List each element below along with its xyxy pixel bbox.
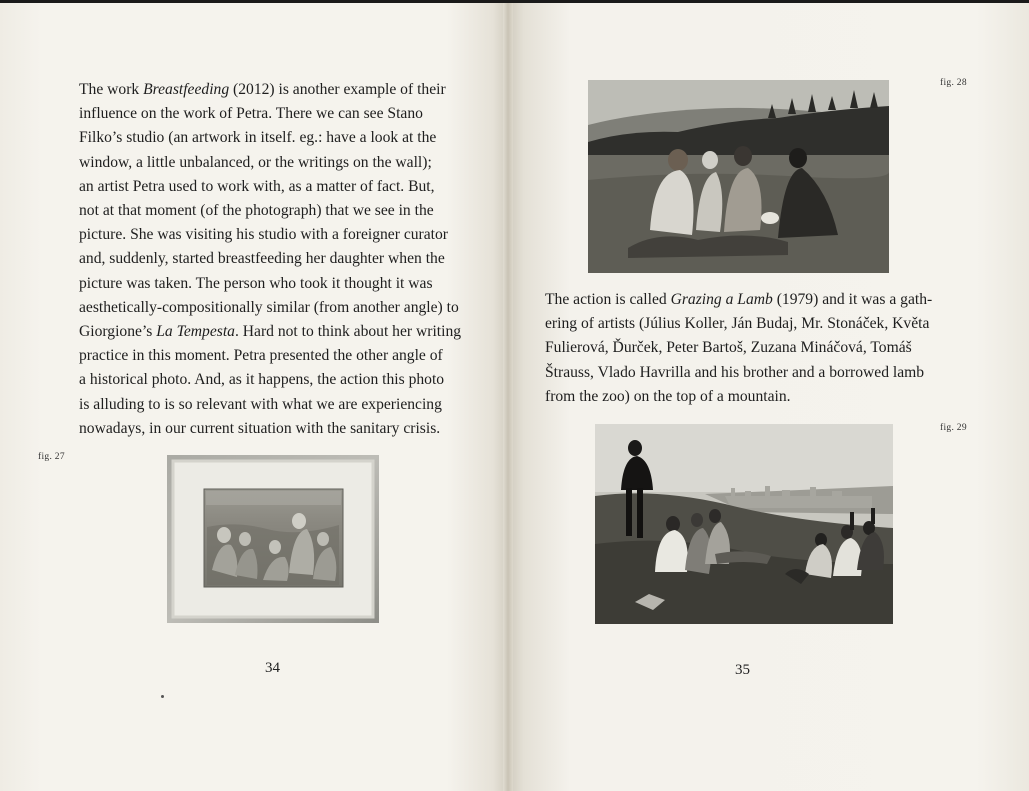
figure-29-photo-people-on-slope bbox=[595, 424, 893, 624]
right-page bbox=[508, 3, 1029, 791]
text-line bbox=[545, 385, 943, 409]
text-run: Filko’s studio (an artwork in itself. eg.: have a look at the bbox=[79, 129, 437, 147]
text-run: . Hard not to think about her writing bbox=[234, 323, 462, 341]
text-line bbox=[545, 336, 943, 360]
text-line bbox=[79, 78, 471, 102]
text-line bbox=[79, 199, 471, 223]
text-line bbox=[79, 126, 471, 150]
text-line bbox=[79, 102, 471, 126]
text-run: ering of artists (Július Koller, Ján Budaj, Mr. Stonáček, Květa bbox=[545, 315, 930, 333]
text-run: picture. She was visiting his studio with a foreigner curator bbox=[79, 226, 448, 244]
text-line bbox=[545, 288, 943, 312]
text-run: and, suddenly, started breastfeeding her daughter when the bbox=[79, 250, 445, 268]
text-line bbox=[79, 247, 471, 271]
text-line bbox=[79, 175, 471, 199]
text-run: nowadays, in our current situation with the sanitary crisis. bbox=[79, 419, 441, 437]
text-run: influence on the work of Petra. There we can see Stano bbox=[79, 105, 423, 123]
italic-title: Grazing a Lamb bbox=[670, 291, 773, 308]
text-run: practice in this moment. Petra presented the other angle of bbox=[79, 347, 443, 365]
figure-28-photo-group-on-hill bbox=[588, 80, 889, 273]
text-run: (1979) and it was a gath- bbox=[772, 291, 933, 308]
text-line bbox=[79, 272, 471, 296]
italic-title: Breastfeeding bbox=[143, 81, 230, 98]
text-run: The work bbox=[79, 81, 144, 98]
text-run: from the zoo) on the top of a mountain. bbox=[545, 387, 791, 405]
text-line bbox=[79, 320, 471, 344]
figure-27-framed-relief bbox=[167, 455, 379, 623]
text-run: Giorgione’s bbox=[79, 323, 157, 341]
figure-label-27: fig. 27 bbox=[38, 452, 65, 462]
left-body-text bbox=[79, 78, 471, 441]
figure-label-28: fig. 28 bbox=[940, 78, 967, 88]
text-line bbox=[79, 344, 471, 368]
text-run: Fulierová, Ďurček, Peter Bartoš, Zuzana Mináčová, Tomáš bbox=[545, 339, 912, 357]
text-run: a historical photo. And, as it happens, the action this photo bbox=[79, 371, 445, 389]
text-run: aesthetically-compositionally similar (from another angle) to bbox=[79, 298, 459, 316]
speck bbox=[161, 695, 164, 698]
left-page bbox=[0, 3, 508, 791]
page-number-left: 34 bbox=[265, 660, 280, 676]
text-line bbox=[545, 361, 943, 385]
text-run: Štrauss, Vlado Havrilla and his brother and a borrowed lamb bbox=[545, 363, 925, 381]
text-run: not at that moment (of the photograph) that we see in the bbox=[79, 202, 434, 220]
text-run: is alluding to is so relevant with what we are experiencing bbox=[79, 395, 442, 413]
text-run: The action is called bbox=[545, 291, 671, 308]
text-line bbox=[79, 223, 471, 247]
right-body-text bbox=[545, 288, 943, 409]
page-number-right: 35 bbox=[735, 662, 750, 678]
text-line bbox=[79, 393, 471, 417]
text-line bbox=[79, 296, 471, 320]
text-line bbox=[545, 312, 943, 336]
italic-title: La Tempesta bbox=[156, 323, 235, 341]
text-run: picture was taken. The person who took it thought it was bbox=[79, 274, 433, 292]
book-gutter bbox=[503, 3, 513, 791]
text-run: window, a little unbalanced, or the writings on the wall); bbox=[79, 153, 432, 171]
text-line bbox=[79, 368, 471, 392]
text-line bbox=[79, 151, 471, 175]
figure-label-29: fig. 29 bbox=[940, 423, 967, 433]
text-line bbox=[79, 417, 471, 441]
text-run: an artist Petra used to work with, as a matter of fact. But, bbox=[79, 177, 435, 195]
text-run: (2012) is another example of their bbox=[229, 81, 446, 98]
